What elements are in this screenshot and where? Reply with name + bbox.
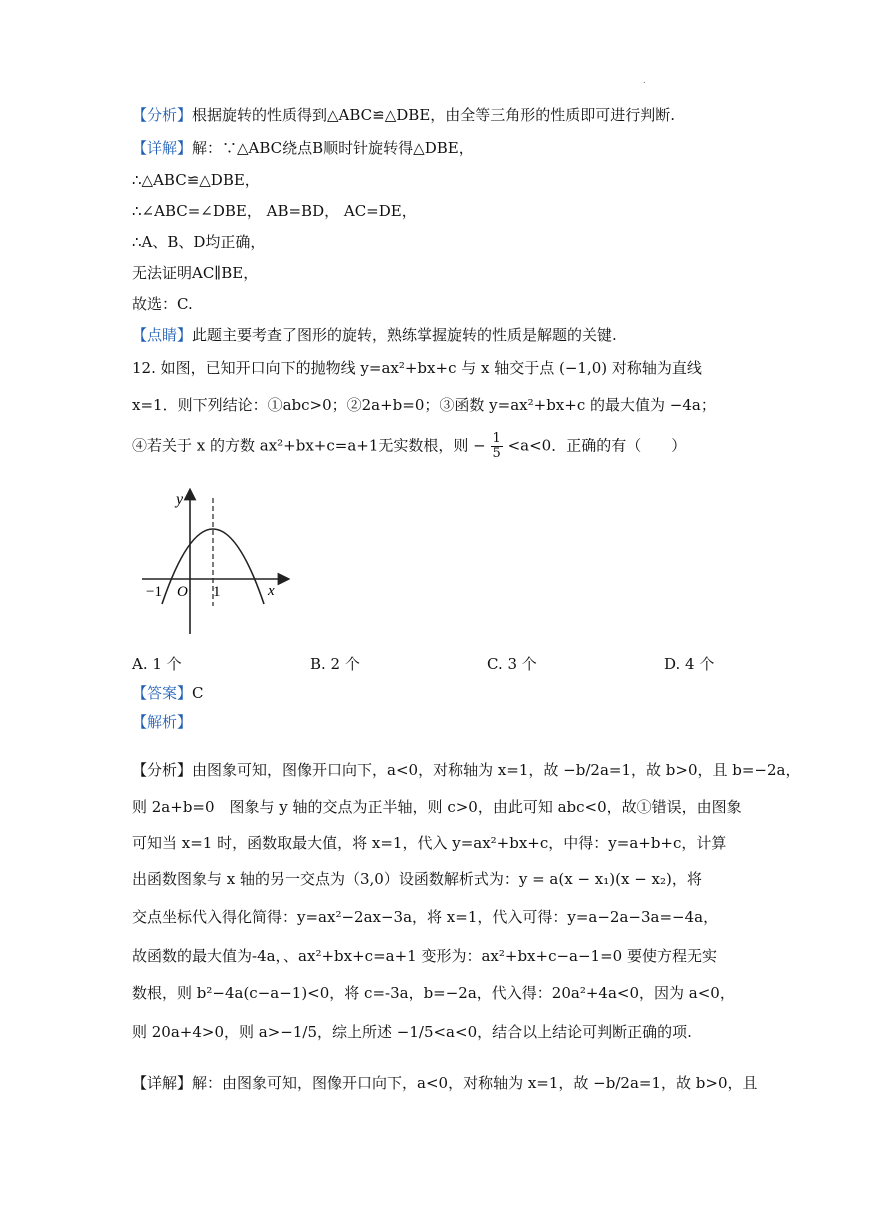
prev-detail-line-5: 无法证明AC∥BE， bbox=[132, 264, 259, 282]
question-text-1: 如图，已知开口向下的抛物线 y=ax²+bx+c 与 x 轴交于点 (−1,0) 对称轴为直线 bbox=[160, 359, 702, 377]
analysis-line-4: 出函数图象与 x 轴的另一交点为（3,0）设函数解析式为：y = a(x − x₁)(x − x₂)，将 bbox=[132, 870, 702, 888]
prev-detail-line-2: ∴△ABC≌△DBE， bbox=[132, 171, 260, 189]
prev-detail-label: 【详解】 bbox=[132, 139, 193, 157]
answer-value: C bbox=[192, 684, 204, 702]
graph-y-label: y bbox=[176, 491, 184, 508]
option-b: B. 2 个 bbox=[310, 655, 360, 673]
answer-label: 【答案】 bbox=[132, 684, 193, 702]
analysis-line-3: 可知当 x=1 时，函数取最大值，将 x=1，代入 y=ax²+bx+c，中得：y=a+b+c，计算 bbox=[132, 834, 727, 852]
prev-analysis-label: 【分析】 bbox=[132, 106, 193, 124]
question-fraction bbox=[491, 432, 503, 461]
prev-comment-label: 【点睛】 bbox=[132, 326, 193, 344]
analysis-line-8: 则 20a+4>0，则 a>−1/5，综上所述 −1/5<a<0，结合以上结论可判断正确的项. bbox=[132, 1023, 692, 1041]
graph-origin-label: O bbox=[177, 584, 188, 600]
corner-mark: . bbox=[643, 76, 646, 85]
answer-line bbox=[132, 683, 204, 703]
prev-analysis-text: 根据旋转的性质得到△ABC≌△DBE，由全等三角形的性质即可进行判断. bbox=[192, 106, 676, 124]
option-c: C. 3 个 bbox=[487, 655, 537, 673]
option-d: D. 4 个 bbox=[664, 655, 715, 673]
prev-analysis-line bbox=[132, 105, 675, 125]
question-line-2: x=1．则下列结论：①abc>0；②2a+b=0；③函数 y=ax²+bx+c 的最大值为 −4a； bbox=[132, 396, 716, 414]
question-line-3 bbox=[132, 432, 686, 461]
question-text-3a: ④若关于 x 的方数 ax²+bx+c=a+1无实数根，则 − bbox=[132, 436, 486, 455]
analysis-line-5: 交点坐标代入得化简得：y=ax²−2ax−3a，将 x=1，代入可得：y=a−2a−3a=−4a， bbox=[132, 908, 719, 926]
detail-line-1 bbox=[132, 1073, 758, 1093]
question-number: 12. bbox=[132, 359, 156, 377]
analysis-line-2: 则 2a+b=0 图象与 y 轴的交点为正半轴，则 c>0，由此可知 abc<0，故①错误，由图象 bbox=[132, 798, 742, 816]
analysis-line-7: 数根，则 b²−4a(c−a−1)<0，将 c=-3a，b=−2a，代入得：20a²+4a<0，因为 a<0， bbox=[132, 984, 735, 1002]
graph-one-label: 1 bbox=[213, 584, 221, 600]
prev-comment-line bbox=[132, 325, 617, 345]
question-text-3b: <a<0．正确的有（ ） bbox=[507, 436, 687, 455]
prev-detail-line-1 bbox=[132, 138, 474, 158]
question-fraction-num: 1 bbox=[492, 431, 501, 446]
graph-neg-one-label: −1 bbox=[146, 584, 162, 600]
analysis-line-6: 故函数的最大值为-4a，、ax²+bx+c=a+1 变形为：ax²+bx+c−a−1=0 要使方程无实 bbox=[132, 947, 717, 965]
detail-text-1: 解：由图象可知，图像开口向下，a<0，对称轴为 x=1，故 −b/2a=1，故 b>0，且 bbox=[192, 1074, 758, 1092]
prev-detail-line-4: ∴A、B、D均正确， bbox=[132, 233, 266, 251]
prev-detail-text-1: 解：∵△ABC绕点B顺时针旋转得△DBE， bbox=[192, 139, 474, 157]
analysis-text-1: 由图象可知，图像开口向下，a<0，对称轴为 x=1，故 −b/2a=1，故 b>0，且 b=−2a， bbox=[192, 761, 801, 779]
detail-label: 【详解】 bbox=[132, 1074, 193, 1092]
solution-label: 【解析】 bbox=[132, 713, 193, 731]
question-fraction-den: 5 bbox=[492, 446, 501, 461]
prev-detail-line-3: ∴∠ABC=∠DBE， AB=BD， AC=DE， bbox=[132, 202, 417, 220]
parabola-graph bbox=[140, 488, 290, 638]
analysis-line-1 bbox=[132, 760, 800, 780]
analysis-label: 【分析】 bbox=[132, 761, 193, 779]
question-line-1 bbox=[132, 358, 702, 378]
prev-detail-line-6: 故选：C. bbox=[132, 295, 193, 313]
graph-x-label: x bbox=[268, 583, 275, 599]
option-a: A. 1 个 bbox=[132, 655, 182, 673]
prev-comment-text: 此题主要考查了图形的旋转，熟练掌握旋转的性质是解题的关键. bbox=[192, 326, 617, 344]
